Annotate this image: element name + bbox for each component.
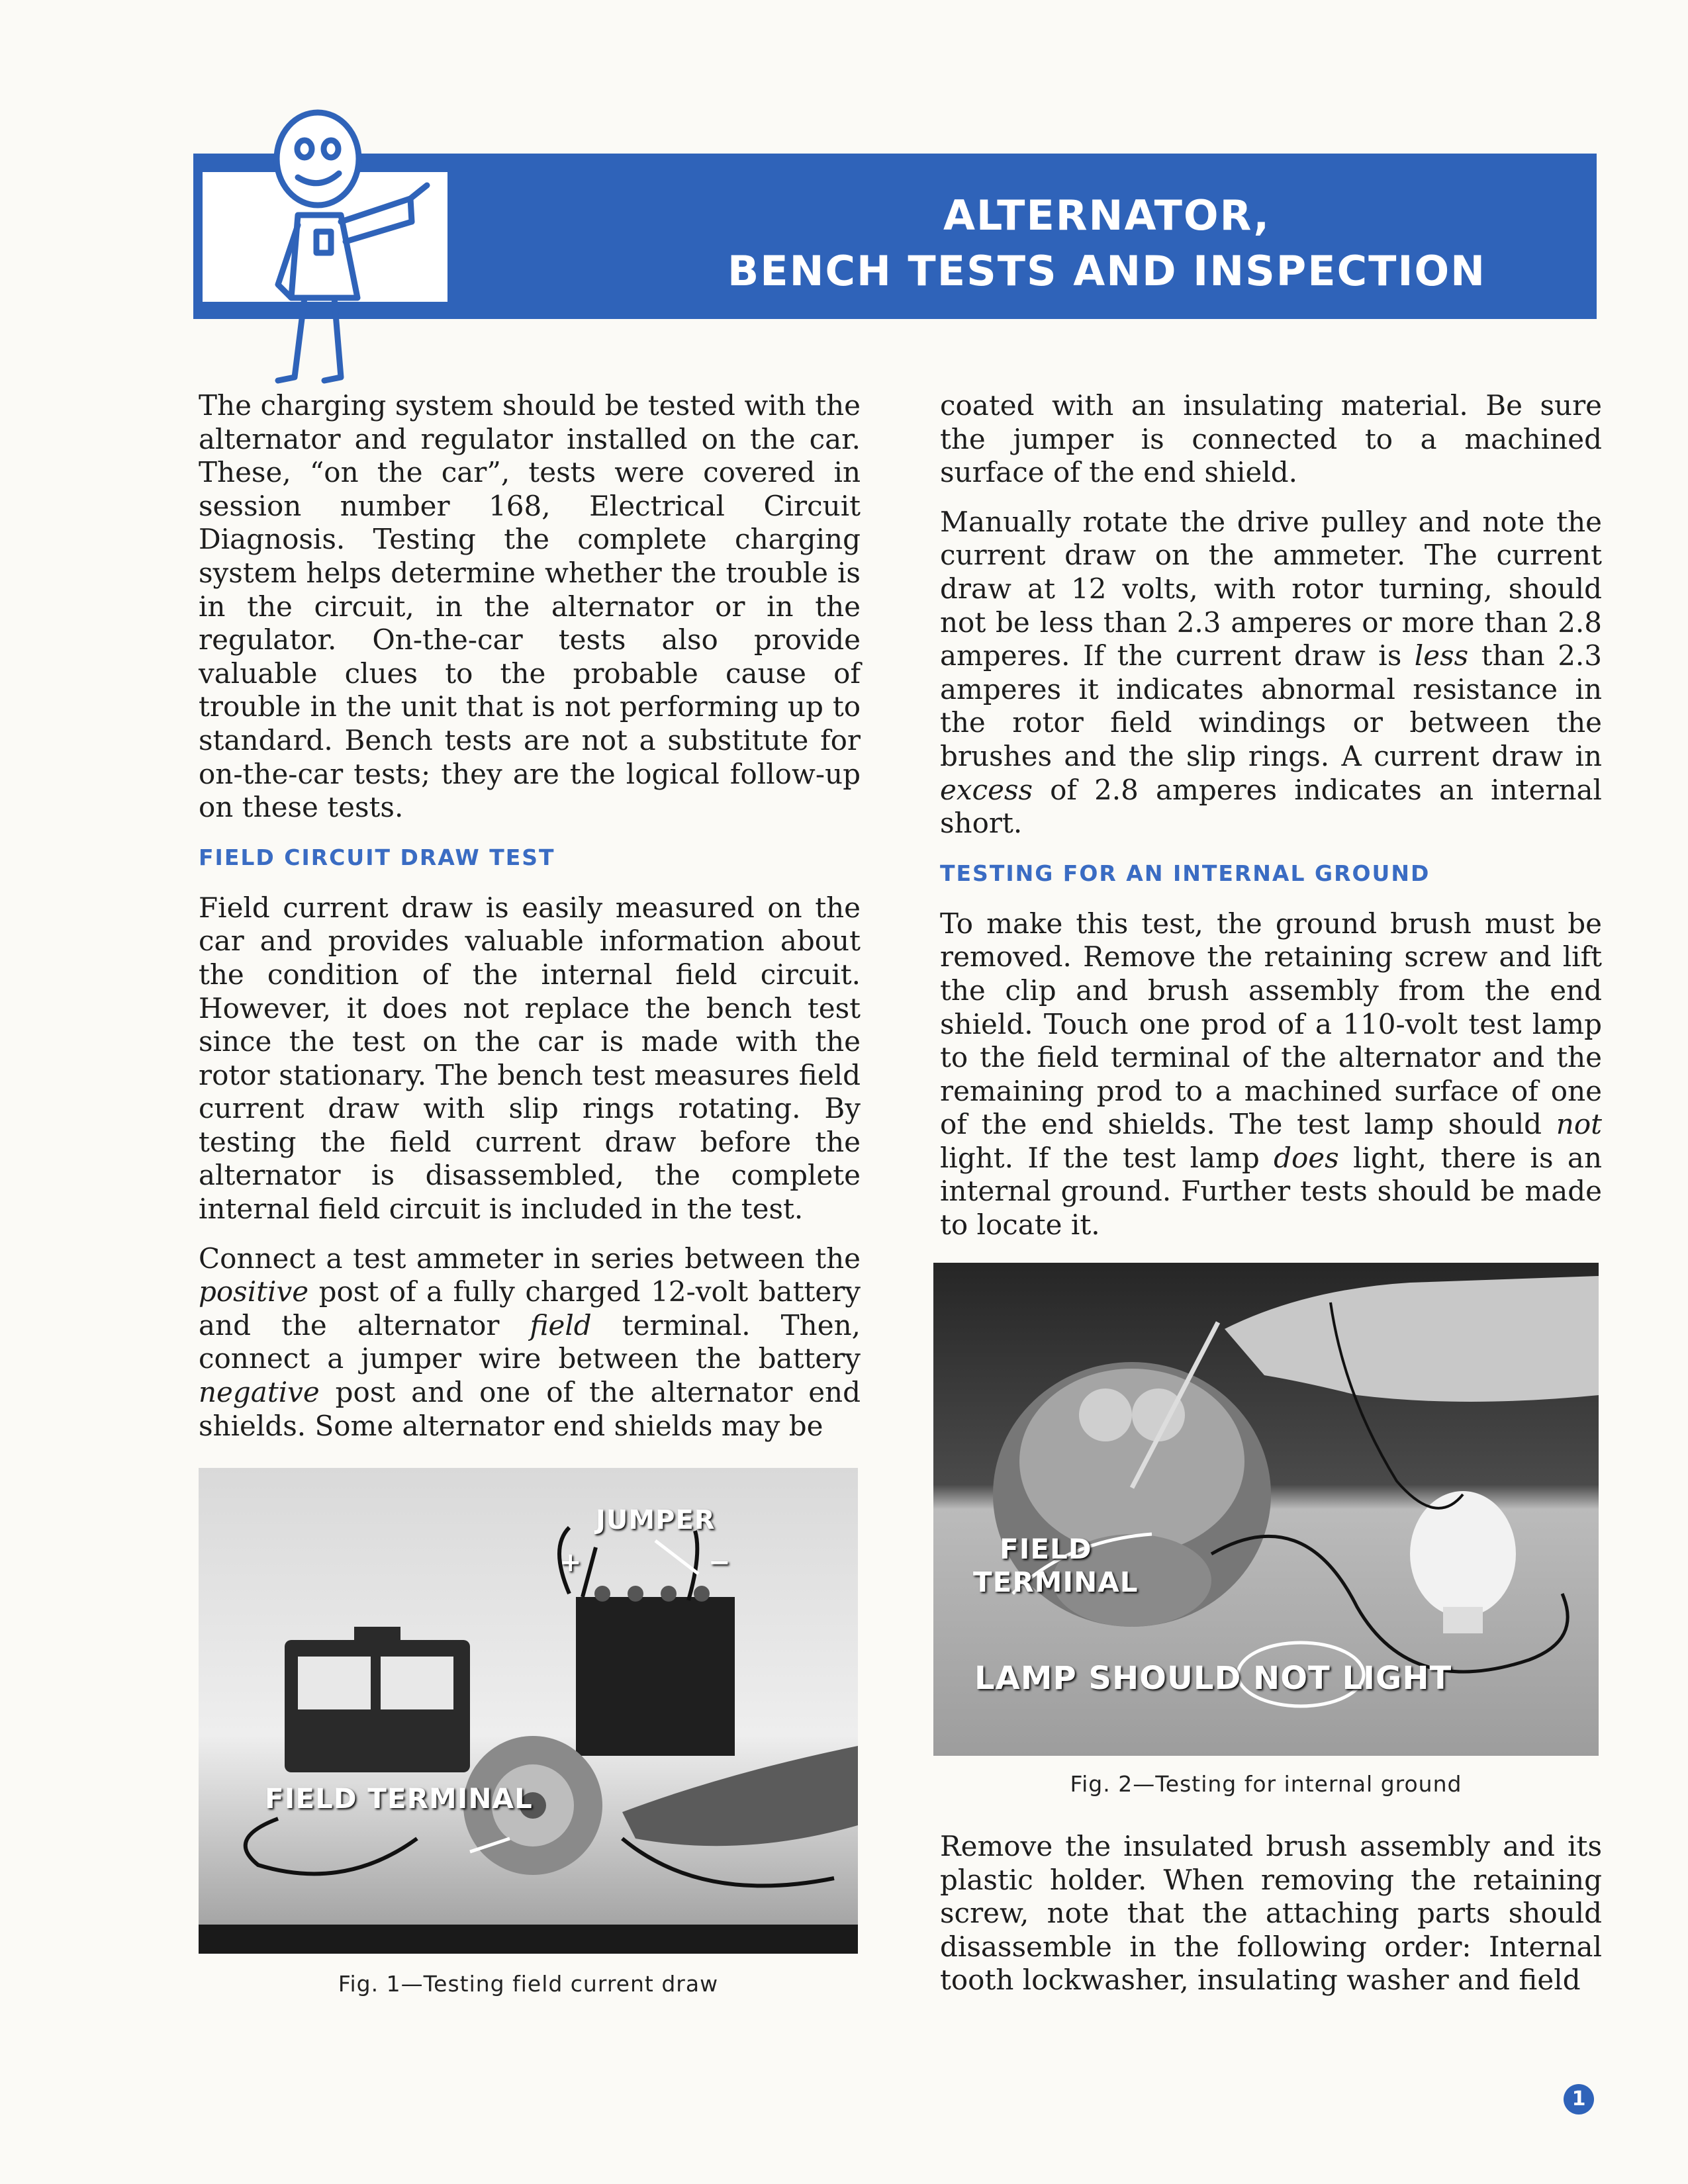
- ammeter-paragraph: Connect a test ammeter in series between the positive post of a fully charged 12-volt battery and the alternator field terminal. Then, connect a jumper wire between the battery negative post and one of the alternator end shields. Some alternator end shields may be: [199, 1242, 861, 1442]
- figure-1-photo: [199, 1468, 858, 1954]
- figure-2-caption: Fig. 2—Testing for internal ground: [1070, 1771, 1462, 1797]
- figure-2-photo: [933, 1263, 1599, 1756]
- left-column: [199, 389, 861, 1459]
- lamp-should-not-light-label: LAMP SHOULD NOT LIGHT: [974, 1660, 1452, 1697]
- jumper-label: JUMPER: [596, 1505, 716, 1535]
- minus-label: −: [708, 1547, 731, 1578]
- page-title: [657, 188, 1557, 299]
- plus-label: +: [559, 1547, 583, 1578]
- field-label-line1: FIELD: [1000, 1533, 1092, 1565]
- field-terminal-label: FIELD TERMINAL: [265, 1782, 533, 1815]
- page-number-badge: 1: [1564, 2084, 1594, 2115]
- insulating-paragraph: coated with an insulating material. Be sure the jumper is connected to a machined surface of the end shield.: [940, 389, 1602, 489]
- ground-test-paragraph: To make this test, the ground brush must be removed. Remove the retaining screw and lift the clip and brush assembly from the end shield. Touch one prod of a 110-volt test lamp to the field terminal of the alternator and the remaining prod to a machined surface of one of the end shields. The test lamp should not light. If the test lamp does light, there is an internal ground. Further tests should be made to locate it.: [940, 907, 1602, 1242]
- section-heading-field-circuit: FIELD CIRCUIT DRAW TEST: [199, 844, 555, 870]
- right-column: [940, 389, 1602, 1258]
- rotate-pulley-paragraph: Manually rotate the drive pulley and note the current draw on the ammeter. The current draw at 12 volts, with rotor turning, should not be less than 2.3 amperes or more than 2.8 amperes. If the current draw is less than 2.3 amperes it indicates abnormal resistance in the rotor field windings or between the brushes and the slip rings. A current draw in excess of 2.8 amperes indicates an internal short.: [940, 505, 1603, 840]
- field-label-line2: TERMINAL: [973, 1566, 1139, 1598]
- figure-1-caption: Fig. 1—Testing field current draw: [338, 1971, 719, 1997]
- right-column-continued: [940, 1830, 1602, 2013]
- section-heading-internal-ground: TESTING FOR AN INTERNAL GROUND: [940, 860, 1430, 886]
- intro-paragraph: The charging system should be tested with the alternator and regulator installed on the car. These, “on the car”, tests were covered in session number 168, Electrical Circuit Diagnosis. Testing the complete charging system helps determine whether the trouble is in the circuit, in the alternator or in the regulator. On-the-car tests also provide valuable clues to the probable cause of trouble in the unit that is not performing up to standard. Bench tests are not a substitute for on-the-car tests; they are the logical follow-up on these tests.: [199, 389, 861, 824]
- field-draw-paragraph: Field current draw is easily measured on the car and provides valuable information about the condition of the internal field circuit. However, it does not replace the bench test since the test on the car is made with the rotor stationary. The bench test measures field current draw with slip rings rotating. By testing the field current draw before the alternator is disassembled, the complete internal field circuit is included in the test.: [199, 891, 861, 1226]
- mascot-illustration: [199, 99, 463, 390]
- figure-1-illustration: [199, 1468, 858, 1954]
- title-line-1: ALTERNATOR,: [943, 191, 1271, 240]
- title-line-2: BENCH TESTS AND INSPECTION: [727, 247, 1487, 295]
- brush-removal-paragraph: Remove the insulated brush assembly and its plastic holder. When removing the retaining screw, note that the attaching parts should disassemble in the following order: Internal tooth lockwasher, insulating washer and field: [940, 1830, 1602, 1997]
